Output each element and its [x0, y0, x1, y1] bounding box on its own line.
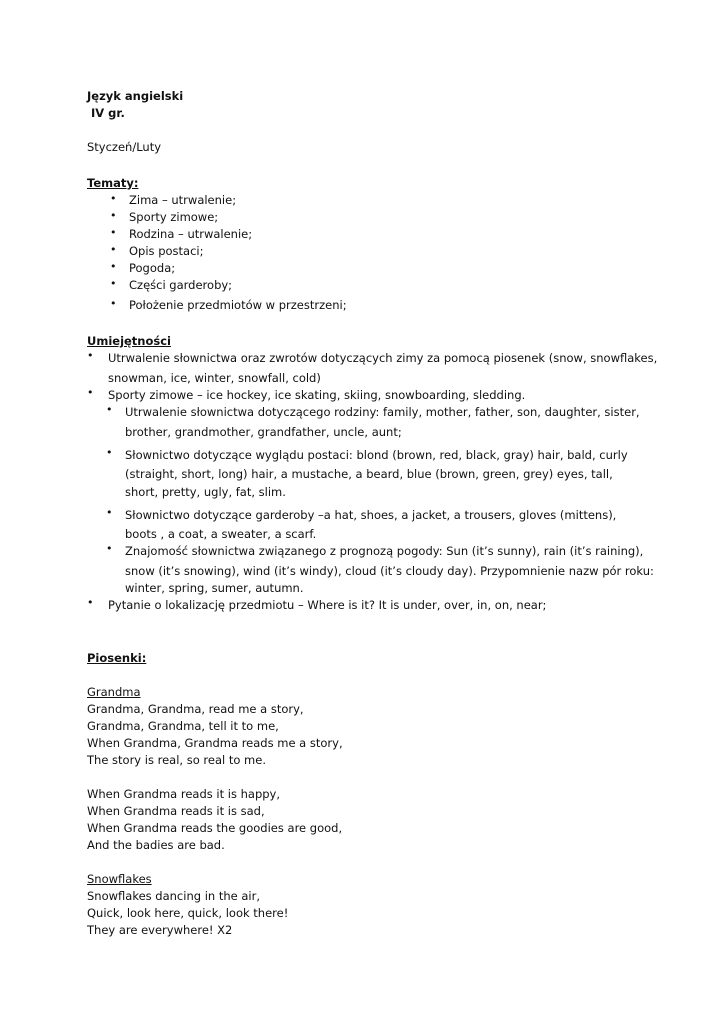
- subject-title: Język angielski: [87, 89, 184, 103]
- topics-heading: Tematy:: [87, 176, 139, 190]
- skill-item-text: (straight, short, long) hair, a mustache, a beard, blue (brown, green, grey) eyes, tall,: [125, 467, 613, 481]
- song-line: Snowflakes dancing in the air,: [87, 889, 260, 903]
- topic-item: Rodzina – utrwalenie;: [129, 227, 253, 241]
- bullet-icon: •: [110, 243, 117, 256]
- bullet-icon: •: [110, 260, 117, 273]
- bullet-icon: •: [106, 446, 113, 459]
- skill-item-text: Pytanie o lokalizację przedmiotu – Where is it? It is under, over, in, on, near;: [108, 598, 547, 612]
- skill-item-text: Słownictwo dotyczące wyglądu postaci: blond (brown, red, black, gray) hair, bald, curly: [125, 448, 628, 462]
- skill-item-text: Znajomość słownictwa związanego z prognozą pogody: Sun (it’s sunny), rain (it’s raining),: [125, 544, 644, 558]
- skill-item-text: boots , a coat, a sweater, a scarf.: [125, 527, 317, 541]
- song-title-snowflakes: Snowflakes: [87, 872, 152, 886]
- skill-item-text: Utrwalenie słownictwa oraz zwrotów dotyczących zimy za pomocą piosenek (snow, snowflakes,: [108, 351, 658, 365]
- skills-heading: Umiejętności: [87, 334, 171, 348]
- bullet-icon: •: [110, 192, 117, 205]
- bullet-icon: •: [110, 209, 117, 222]
- topic-item: Położenie przedmiotów w przestrzeni;: [129, 298, 347, 312]
- bullet-icon: •: [87, 596, 94, 609]
- song-line: They are everywhere! X2: [87, 923, 233, 937]
- song-line: When Grandma reads it is sad,: [87, 804, 265, 818]
- song-line: Grandma, Grandma, read me a story,: [87, 702, 304, 716]
- skill-item-text: snowman, ice, winter, snowfall, cold): [108, 371, 321, 385]
- topic-item: Części garderoby;: [129, 278, 233, 292]
- skill-item-text: brother, grandmother, grandfather, uncle, aunt;: [125, 425, 402, 439]
- topic-item: Pogoda;: [129, 261, 176, 275]
- skill-item-text: Utrwalenie słownictwa dotyczącego rodziny: family, mother, father, son, daughter, sister,: [125, 405, 640, 419]
- skill-item-text: Sporty zimowe – ice hockey, ice skating, skiing, snowboarding, sledding.: [108, 388, 526, 402]
- song-line: When Grandma reads the goodies are good,: [87, 821, 343, 835]
- song-line: Grandma, Grandma, tell it to me,: [87, 719, 279, 733]
- skill-item-text: snow (it’s snowing), wind (it’s windy), cloud (it’s cloudy day). Przypomnienie nazw pór roku:: [125, 564, 654, 578]
- bullet-icon: •: [110, 226, 117, 239]
- topic-item: Sporty zimowe;: [129, 210, 219, 224]
- bullet-icon: •: [110, 277, 117, 290]
- bullet-icon: •: [87, 349, 94, 362]
- period-label: Styczeń/Luty: [87, 140, 162, 154]
- songs-heading: Piosenki:: [87, 651, 147, 665]
- topic-item: Zima – utrwalenie;: [129, 193, 237, 207]
- song-line: When Grandma, Grandma reads me a story,: [87, 736, 343, 750]
- bullet-icon: •: [110, 297, 117, 310]
- bullet-icon: •: [106, 542, 113, 555]
- song-line: When Grandma reads it is happy,: [87, 787, 281, 801]
- group-label: IV gr.: [91, 106, 125, 120]
- song-line: And the badies are bad.: [87, 838, 225, 852]
- skill-item-text: Słownictwo dotyczące garderoby –a hat, shoes, a jacket, a trousers, gloves (mittens),: [125, 508, 617, 522]
- skill-item-text: short, pretty, ugly, fat, slim.: [125, 485, 286, 499]
- bullet-icon: •: [106, 506, 113, 519]
- topic-item: Opis postaci;: [129, 244, 204, 258]
- song-line: The story is real, so real to me.: [87, 753, 266, 767]
- bullet-icon: •: [87, 386, 94, 399]
- skill-item-text: winter, spring, sumer, autumn.: [125, 581, 304, 595]
- song-line: Quick, look here, quick, look there!: [87, 906, 289, 920]
- bullet-icon: •: [106, 403, 113, 416]
- song-title-grandma: Grandma: [87, 685, 141, 699]
